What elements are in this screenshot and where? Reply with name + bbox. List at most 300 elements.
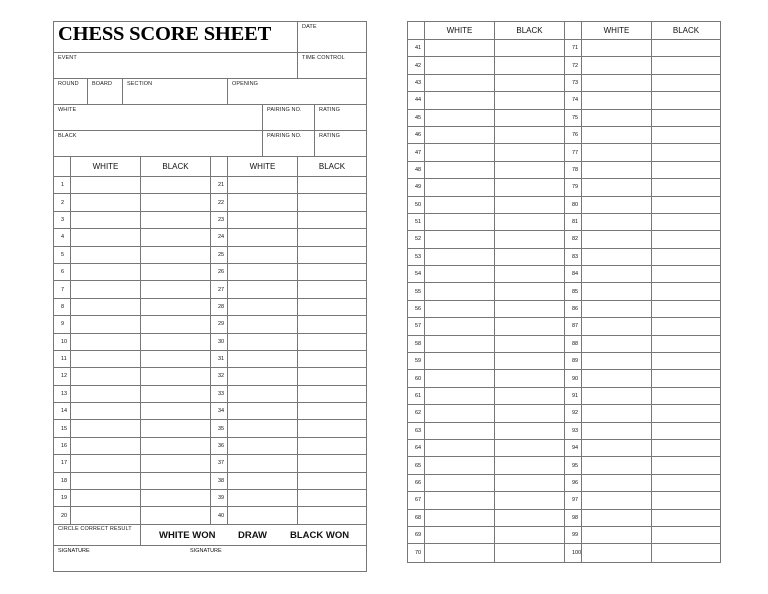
white-move-cell[interactable] bbox=[582, 266, 652, 282]
white-move-cell[interactable] bbox=[425, 544, 495, 561]
white-move-cell[interactable] bbox=[425, 144, 495, 160]
move-number: 33 bbox=[211, 386, 228, 402]
black-move-cell[interactable] bbox=[495, 127, 565, 143]
black-player-field[interactable] bbox=[54, 131, 263, 156]
black-move-cell[interactable] bbox=[495, 231, 565, 247]
white-move-cell[interactable] bbox=[582, 144, 652, 160]
white-move-cell[interactable] bbox=[425, 40, 495, 56]
move-row bbox=[54, 490, 366, 507]
white-move-cell[interactable] bbox=[582, 475, 652, 491]
event-label: EVENT bbox=[58, 55, 77, 61]
white-move-cell[interactable] bbox=[582, 301, 652, 317]
white-move-cell[interactable] bbox=[425, 231, 495, 247]
move-number: 26 bbox=[211, 264, 228, 280]
white-move-cell[interactable] bbox=[71, 420, 141, 436]
move-number: 2 bbox=[54, 194, 71, 210]
white-move-cell[interactable] bbox=[582, 423, 652, 439]
black-move-cell[interactable] bbox=[652, 544, 720, 561]
move-row bbox=[54, 368, 366, 385]
black-move-cell[interactable] bbox=[141, 473, 211, 489]
move-row bbox=[408, 370, 720, 387]
move-number: 81 bbox=[565, 214, 582, 230]
white-move-cell[interactable] bbox=[582, 440, 652, 456]
black-move-cell[interactable] bbox=[298, 247, 366, 263]
black-move-cell[interactable] bbox=[652, 266, 720, 282]
move-number: 82 bbox=[565, 231, 582, 247]
move-number: 86 bbox=[565, 301, 582, 317]
black-move-cell[interactable] bbox=[141, 247, 211, 263]
white-move-cell[interactable] bbox=[582, 214, 652, 230]
score-sheet-back bbox=[407, 21, 721, 563]
white-move-cell[interactable] bbox=[582, 249, 652, 265]
move-row bbox=[408, 40, 720, 57]
white-move-cell[interactable] bbox=[71, 247, 141, 263]
header-spacer bbox=[408, 22, 425, 39]
white-move-cell[interactable] bbox=[425, 127, 495, 143]
black-move-cell[interactable] bbox=[652, 162, 720, 178]
round-field[interactable] bbox=[54, 79, 88, 104]
move-number: 23 bbox=[211, 212, 228, 228]
white-move-cell[interactable] bbox=[228, 194, 298, 210]
white-move-cell[interactable] bbox=[71, 473, 141, 489]
white-move-cell[interactable] bbox=[71, 264, 141, 280]
move-number: 31 bbox=[211, 351, 228, 367]
black-rating-field[interactable] bbox=[315, 131, 366, 156]
white-move-cell[interactable] bbox=[425, 370, 495, 386]
white-move-cell[interactable] bbox=[425, 527, 495, 543]
black-move-cell[interactable] bbox=[652, 457, 720, 473]
white-move-cell[interactable] bbox=[71, 177, 141, 193]
black-move-cell[interactable] bbox=[652, 353, 720, 369]
black-move-cell[interactable] bbox=[495, 110, 565, 126]
black-move-cell[interactable] bbox=[298, 420, 366, 436]
move-number: 66 bbox=[408, 475, 425, 491]
white-move-cell[interactable] bbox=[228, 507, 298, 523]
white-move-cell[interactable] bbox=[425, 318, 495, 334]
time-control-field[interactable] bbox=[298, 53, 366, 78]
black-move-cell[interactable] bbox=[141, 334, 211, 350]
move-row bbox=[408, 162, 720, 179]
black-move-cell[interactable] bbox=[495, 370, 565, 386]
move-number: 18 bbox=[54, 473, 71, 489]
black-move-cell[interactable] bbox=[652, 475, 720, 491]
black-move-cell[interactable] bbox=[141, 299, 211, 315]
white-pairing-field[interactable] bbox=[263, 105, 315, 130]
black-move-cell[interactable] bbox=[652, 214, 720, 230]
white-move-cell[interactable] bbox=[228, 334, 298, 350]
black-player-row bbox=[54, 131, 366, 157]
move-number: 63 bbox=[408, 423, 425, 439]
move-row bbox=[54, 403, 366, 420]
white-column-header: WHITE bbox=[582, 22, 652, 39]
black-move-cell[interactable] bbox=[495, 510, 565, 526]
white-move-cell[interactable] bbox=[425, 57, 495, 73]
white-move-cell[interactable] bbox=[228, 351, 298, 367]
move-number: 84 bbox=[565, 266, 582, 282]
move-row bbox=[408, 110, 720, 127]
move-number: 70 bbox=[408, 544, 425, 561]
move-number: 69 bbox=[408, 527, 425, 543]
black-signature-label: SIGNATURE bbox=[190, 547, 222, 554]
white-move-cell[interactable] bbox=[582, 336, 652, 352]
white-move-cell[interactable] bbox=[71, 490, 141, 506]
board-label: BOARD bbox=[92, 81, 113, 87]
white-move-cell[interactable] bbox=[582, 127, 652, 143]
white-won-option[interactable]: WHITE WON bbox=[159, 529, 216, 541]
black-move-cell[interactable] bbox=[298, 334, 366, 350]
black-move-cell[interactable] bbox=[495, 40, 565, 56]
move-number: 53 bbox=[408, 249, 425, 265]
black-move-cell[interactable] bbox=[495, 527, 565, 543]
move-row bbox=[408, 423, 720, 440]
moves-table-back bbox=[408, 40, 720, 562]
move-row bbox=[54, 194, 366, 211]
white-move-cell[interactable] bbox=[228, 438, 298, 454]
black-move-cell[interactable] bbox=[298, 194, 366, 210]
move-row bbox=[408, 336, 720, 353]
white-move-cell[interactable] bbox=[425, 510, 495, 526]
white-move-cell[interactable] bbox=[582, 388, 652, 404]
white-move-cell[interactable] bbox=[582, 544, 652, 561]
move-number: 54 bbox=[408, 266, 425, 282]
white-move-cell[interactable] bbox=[425, 283, 495, 299]
section-field[interactable] bbox=[123, 79, 228, 104]
black-move-cell[interactable] bbox=[141, 194, 211, 210]
black-move-cell[interactable] bbox=[495, 283, 565, 299]
black-move-cell[interactable] bbox=[652, 388, 720, 404]
white-move-cell[interactable] bbox=[71, 351, 141, 367]
white-move-cell[interactable] bbox=[582, 527, 652, 543]
move-number: 83 bbox=[565, 249, 582, 265]
black-pairing-field[interactable] bbox=[263, 131, 315, 156]
white-move-cell[interactable] bbox=[228, 177, 298, 193]
white-move-cell[interactable] bbox=[228, 247, 298, 263]
white-move-cell[interactable] bbox=[228, 212, 298, 228]
black-move-cell[interactable] bbox=[141, 351, 211, 367]
move-number: 43 bbox=[408, 75, 425, 91]
white-move-cell[interactable] bbox=[425, 92, 495, 108]
white-move-cell[interactable] bbox=[71, 212, 141, 228]
white-column-header: WHITE bbox=[228, 157, 298, 176]
black-move-cell[interactable] bbox=[298, 299, 366, 315]
black-move-cell[interactable] bbox=[141, 386, 211, 402]
move-row bbox=[408, 266, 720, 283]
black-move-cell[interactable] bbox=[495, 162, 565, 178]
white-move-cell[interactable] bbox=[425, 75, 495, 91]
move-number: 24 bbox=[211, 229, 228, 245]
event-field[interactable] bbox=[54, 53, 298, 78]
move-row bbox=[408, 283, 720, 300]
white-move-cell[interactable] bbox=[425, 440, 495, 456]
white-move-cell[interactable] bbox=[425, 475, 495, 491]
black-move-cell[interactable] bbox=[495, 475, 565, 491]
black-move-cell[interactable] bbox=[495, 214, 565, 230]
white-column-header: WHITE bbox=[71, 157, 141, 176]
white-move-cell[interactable] bbox=[71, 403, 141, 419]
black-move-cell[interactable] bbox=[495, 336, 565, 352]
white-move-cell[interactable] bbox=[425, 179, 495, 195]
black-move-cell[interactable] bbox=[141, 403, 211, 419]
black-move-cell[interactable] bbox=[495, 179, 565, 195]
move-row bbox=[408, 544, 720, 561]
black-move-cell[interactable] bbox=[298, 507, 366, 523]
move-number: 6 bbox=[54, 264, 71, 280]
move-number: 37 bbox=[211, 455, 228, 471]
black-move-cell[interactable] bbox=[298, 473, 366, 489]
black-move-cell[interactable] bbox=[652, 75, 720, 91]
signature-area[interactable] bbox=[54, 546, 366, 573]
black-move-cell[interactable] bbox=[652, 40, 720, 56]
black-move-cell[interactable] bbox=[298, 264, 366, 280]
white-move-cell[interactable] bbox=[582, 197, 652, 213]
black-move-cell[interactable] bbox=[298, 212, 366, 228]
white-move-cell[interactable] bbox=[71, 386, 141, 402]
black-move-cell[interactable] bbox=[141, 264, 211, 280]
white-move-cell[interactable] bbox=[71, 229, 141, 245]
black-move-cell[interactable] bbox=[495, 423, 565, 439]
move-row bbox=[408, 127, 720, 144]
black-move-cell[interactable] bbox=[141, 420, 211, 436]
black-move-cell[interactable] bbox=[495, 266, 565, 282]
black-column-header: BLACK bbox=[672, 26, 700, 35]
black-move-cell[interactable] bbox=[298, 403, 366, 419]
black-move-cell[interactable] bbox=[298, 229, 366, 245]
black-move-cell[interactable] bbox=[141, 368, 211, 384]
white-move-cell[interactable] bbox=[582, 40, 652, 56]
white-move-cell[interactable] bbox=[425, 353, 495, 369]
white-move-cell[interactable] bbox=[425, 214, 495, 230]
black-move-cell[interactable] bbox=[298, 368, 366, 384]
black-move-cell[interactable] bbox=[652, 318, 720, 334]
white-move-cell[interactable] bbox=[425, 336, 495, 352]
white-move-cell[interactable] bbox=[582, 353, 652, 369]
black-move-cell[interactable] bbox=[495, 544, 565, 561]
black-move-cell[interactable] bbox=[298, 386, 366, 402]
move-number: 52 bbox=[408, 231, 425, 247]
white-move-cell[interactable] bbox=[582, 457, 652, 473]
black-move-cell[interactable] bbox=[495, 353, 565, 369]
black-move-cell[interactable] bbox=[141, 281, 211, 297]
white-move-cell[interactable] bbox=[425, 197, 495, 213]
white-move-cell[interactable] bbox=[582, 405, 652, 421]
black-move-cell[interactable] bbox=[652, 492, 720, 508]
black-move-cell[interactable] bbox=[652, 92, 720, 108]
black-move-cell[interactable] bbox=[141, 177, 211, 193]
white-move-cell[interactable] bbox=[582, 283, 652, 299]
white-move-cell[interactable] bbox=[228, 316, 298, 332]
title-row bbox=[54, 22, 366, 53]
move-number: 71 bbox=[565, 40, 582, 56]
white-move-cell[interactable] bbox=[425, 405, 495, 421]
black-move-cell[interactable] bbox=[298, 455, 366, 471]
black-move-cell[interactable] bbox=[495, 492, 565, 508]
white-move-cell[interactable] bbox=[228, 386, 298, 402]
white-move-cell[interactable] bbox=[71, 368, 141, 384]
white-move-cell[interactable] bbox=[582, 510, 652, 526]
black-move-cell[interactable] bbox=[141, 316, 211, 332]
black-move-cell[interactable] bbox=[652, 336, 720, 352]
white-move-cell[interactable] bbox=[71, 194, 141, 210]
white-move-cell[interactable] bbox=[71, 281, 141, 297]
black-move-cell[interactable] bbox=[652, 57, 720, 73]
move-number: 65 bbox=[408, 457, 425, 473]
white-rating-field[interactable] bbox=[315, 105, 366, 130]
white-player-field[interactable] bbox=[54, 105, 263, 130]
black-move-cell[interactable] bbox=[652, 370, 720, 386]
white-move-cell[interactable] bbox=[228, 420, 298, 436]
black-rating-label: RATING bbox=[319, 133, 340, 139]
black-move-cell[interactable] bbox=[495, 57, 565, 73]
move-row bbox=[54, 334, 366, 351]
black-move-cell[interactable] bbox=[652, 283, 720, 299]
black-move-cell[interactable] bbox=[495, 249, 565, 265]
white-move-cell[interactable] bbox=[71, 455, 141, 471]
white-move-cell[interactable] bbox=[228, 473, 298, 489]
white-move-cell[interactable] bbox=[425, 249, 495, 265]
black-move-cell[interactable] bbox=[652, 231, 720, 247]
black-move-cell[interactable] bbox=[495, 75, 565, 91]
black-move-cell[interactable] bbox=[495, 144, 565, 160]
black-move-cell[interactable] bbox=[141, 507, 211, 523]
black-move-cell[interactable] bbox=[652, 127, 720, 143]
black-move-cell[interactable] bbox=[495, 197, 565, 213]
white-move-cell[interactable] bbox=[228, 490, 298, 506]
white-move-cell[interactable] bbox=[228, 281, 298, 297]
black-move-cell[interactable] bbox=[141, 229, 211, 245]
black-move-cell[interactable] bbox=[298, 351, 366, 367]
white-move-cell[interactable] bbox=[425, 162, 495, 178]
white-move-cell[interactable] bbox=[425, 388, 495, 404]
signature-row bbox=[54, 546, 366, 573]
draw-option[interactable]: DRAW bbox=[238, 529, 268, 541]
white-move-cell[interactable] bbox=[425, 266, 495, 282]
move-row bbox=[54, 299, 366, 316]
white-move-cell[interactable] bbox=[425, 110, 495, 126]
white-move-cell[interactable] bbox=[425, 423, 495, 439]
black-move-cell[interactable] bbox=[495, 301, 565, 317]
moves-table-front bbox=[54, 177, 366, 525]
result-row bbox=[54, 525, 366, 546]
move-number: 57 bbox=[408, 318, 425, 334]
white-move-cell[interactable] bbox=[582, 231, 652, 247]
white-move-cell[interactable] bbox=[71, 334, 141, 350]
black-move-cell[interactable] bbox=[495, 318, 565, 334]
move-row bbox=[408, 144, 720, 161]
black-move-cell[interactable] bbox=[495, 388, 565, 404]
black-move-cell[interactable] bbox=[652, 440, 720, 456]
black-move-cell[interactable] bbox=[298, 490, 366, 506]
black-move-cell[interactable] bbox=[298, 177, 366, 193]
date-field[interactable] bbox=[298, 22, 366, 52]
move-number: 99 bbox=[565, 527, 582, 543]
black-move-cell[interactable] bbox=[495, 457, 565, 473]
move-number: 78 bbox=[565, 162, 582, 178]
white-move-cell[interactable] bbox=[582, 179, 652, 195]
black-move-cell[interactable] bbox=[141, 438, 211, 454]
black-move-cell[interactable] bbox=[298, 438, 366, 454]
black-move-cell[interactable] bbox=[652, 510, 720, 526]
white-move-cell[interactable] bbox=[228, 403, 298, 419]
move-number: 40 bbox=[211, 507, 228, 523]
move-number: 7 bbox=[54, 281, 71, 297]
opening-field[interactable] bbox=[228, 79, 366, 104]
white-move-cell[interactable] bbox=[228, 264, 298, 280]
black-move-cell[interactable] bbox=[495, 92, 565, 108]
black-move-cell[interactable] bbox=[495, 405, 565, 421]
move-number: 36 bbox=[211, 438, 228, 454]
black-move-cell[interactable] bbox=[652, 179, 720, 195]
board-field[interactable] bbox=[88, 79, 123, 104]
move-number: 92 bbox=[565, 405, 582, 421]
move-row bbox=[408, 440, 720, 457]
black-move-cell[interactable] bbox=[652, 249, 720, 265]
white-move-cell[interactable] bbox=[228, 368, 298, 384]
black-move-cell[interactable] bbox=[652, 110, 720, 126]
white-move-cell[interactable] bbox=[582, 110, 652, 126]
move-number: 10 bbox=[54, 334, 71, 350]
white-move-cell[interactable] bbox=[228, 299, 298, 315]
black-move-cell[interactable] bbox=[141, 212, 211, 228]
white-move-cell[interactable] bbox=[228, 455, 298, 471]
black-won-option[interactable]: BLACK WON bbox=[290, 529, 350, 541]
black-move-cell[interactable] bbox=[141, 490, 211, 506]
white-move-cell[interactable] bbox=[582, 492, 652, 508]
move-number: 48 bbox=[408, 162, 425, 178]
black-move-cell[interactable] bbox=[298, 316, 366, 332]
move-number: 64 bbox=[408, 440, 425, 456]
white-move-cell[interactable] bbox=[425, 301, 495, 317]
move-number: 85 bbox=[565, 283, 582, 299]
black-move-cell[interactable] bbox=[652, 301, 720, 317]
white-move-cell[interactable] bbox=[582, 75, 652, 91]
move-number: 13 bbox=[54, 386, 71, 402]
white-move-cell[interactable] bbox=[582, 162, 652, 178]
move-number: 74 bbox=[565, 92, 582, 108]
white-move-cell[interactable] bbox=[582, 370, 652, 386]
black-move-cell[interactable] bbox=[652, 423, 720, 439]
white-move-cell[interactable] bbox=[425, 492, 495, 508]
white-move-cell[interactable] bbox=[582, 92, 652, 108]
white-move-cell[interactable] bbox=[71, 507, 141, 523]
black-move-cell[interactable] bbox=[141, 455, 211, 471]
black-move-cell[interactable] bbox=[652, 197, 720, 213]
black-move-cell[interactable] bbox=[652, 405, 720, 421]
moves-header-row bbox=[54, 157, 366, 177]
white-move-cell[interactable] bbox=[71, 438, 141, 454]
move-row bbox=[54, 455, 366, 472]
move-row bbox=[54, 316, 366, 333]
white-move-cell[interactable] bbox=[71, 316, 141, 332]
white-move-cell[interactable] bbox=[582, 57, 652, 73]
black-move-cell[interactable] bbox=[495, 440, 565, 456]
move-number: 27 bbox=[211, 281, 228, 297]
result-label: CIRCLE CORRECT RESULT bbox=[58, 525, 132, 532]
move-row bbox=[54, 247, 366, 264]
move-row bbox=[408, 179, 720, 196]
white-move-cell[interactable] bbox=[425, 457, 495, 473]
white-move-cell[interactable] bbox=[582, 318, 652, 334]
move-row bbox=[408, 457, 720, 474]
black-move-cell[interactable] bbox=[652, 527, 720, 543]
result-options bbox=[141, 525, 366, 545]
black-move-cell[interactable] bbox=[652, 144, 720, 160]
move-row bbox=[408, 75, 720, 92]
black-move-cell[interactable] bbox=[298, 281, 366, 297]
move-row bbox=[408, 318, 720, 335]
white-column-header: WHITE bbox=[425, 22, 495, 39]
white-move-cell[interactable] bbox=[71, 299, 141, 315]
white-move-cell[interactable] bbox=[228, 229, 298, 245]
